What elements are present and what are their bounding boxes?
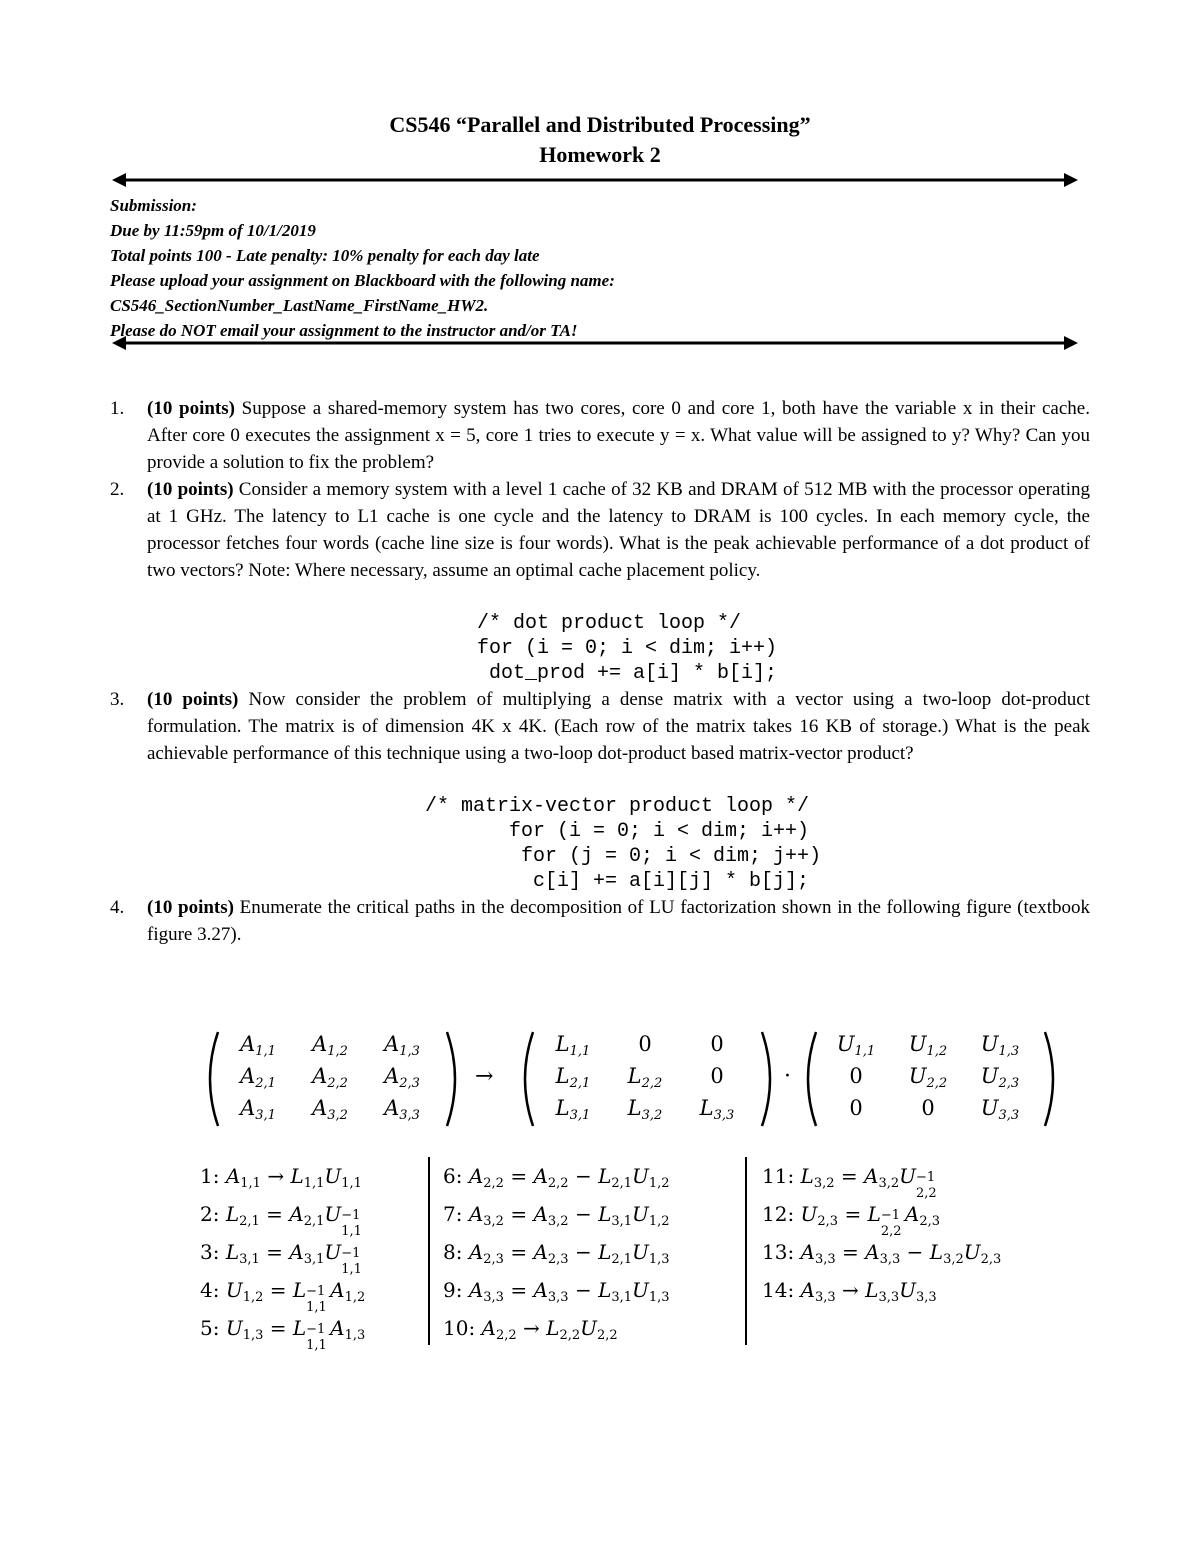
steps-column-3	[762, 1157, 1001, 1309]
arrow-symbol: →	[475, 1064, 494, 1089]
matrix-cell: 0	[710, 1032, 724, 1056]
upload-instructions: Please upload your assignment on Blackboard with the following name:	[110, 271, 615, 290]
question-number: 2.	[110, 479, 125, 500]
matrix-a-grid	[222, 1032, 438, 1128]
matrix-cell: $U_{1,1}$	[836, 1032, 876, 1059]
matrix-cell: $L_{3,1}$	[555, 1096, 591, 1123]
question-points: (10 points)	[147, 897, 234, 918]
code-line: c[i] += a[i][j] * b[j];	[425, 870, 810, 893]
matrix-cell: $A_{3,3}$	[384, 1096, 420, 1123]
matrix-cell: $A_{1,3}$	[384, 1032, 420, 1059]
question-text: Consider a memory system with a level 1 cache of 32 KB and DRAM of 512 MB with the processor operating at 1 GHz. The latency to L1 cache is one cycle and the latency to DRAM is 100 cycles. In each memory cycle, the processor fetches four words (cache line size is four words). What is the peak achievable performance of a dot product of two vectors? Note: Where necessary, assume an optimal cache placement policy.	[147, 479, 1090, 581]
dot-symbol: ·	[784, 1064, 791, 1089]
matrix-cell: 0	[849, 1064, 863, 1088]
matrix-cell: $A_{2,1}$	[240, 1064, 276, 1091]
lu-step-9: 9: $A_{3,3} = A_{3,3} - L_{3,1}U_{1,3}$	[443, 1278, 670, 1305]
matrix-cell: $A_{3,1}$	[240, 1096, 276, 1123]
lu-step-10: 10: $A_{2,2} \to L_{2,2}U_{2,2}$	[443, 1316, 618, 1343]
lu-step-1: 1: $A_{1,1} \to L_{1,1}U_{1,1}$	[200, 1164, 362, 1191]
lu-step-2: 2: $L_{2,1} = A_{2,1}U$ −1 1,1	[200, 1202, 362, 1239]
lu-step-8: 8: $A_{2,3} = A_{2,3} - L_{2,1}U_{1,3}$	[443, 1240, 670, 1267]
column-divider	[745, 1157, 747, 1345]
question-list	[110, 395, 1090, 948]
due-date: Due by 11:59pm of 10/1/2019	[110, 221, 316, 240]
matrix-vector-code	[147, 794, 1090, 894]
matrix-cell: $L_{3,2}$	[627, 1096, 663, 1123]
left-paren	[515, 1030, 537, 1128]
lu-step-14: 14: $A_{3,3} \to L_{3,3}U_{3,3}$	[762, 1278, 937, 1305]
matrix-u	[798, 1030, 1063, 1128]
code-line: /* dot product loop */	[477, 612, 742, 635]
code-line: /* matrix-vector product loop */	[425, 795, 810, 818]
total-points: Total points 100 - Late penalty: 10% penalty for each day late	[110, 246, 540, 265]
code-line: for (j = 0; i < dim; j++)	[425, 845, 822, 868]
matrix-cell: $L_{1,1}$	[555, 1032, 591, 1059]
matrix-a	[200, 1030, 465, 1128]
question-text: Enumerate the critical paths in the decomposition of LU factorization shown in the following figure (textbook figure 3.27).	[147, 897, 1091, 945]
homework-subtitle: Homework 2	[539, 142, 661, 167]
left-paren	[200, 1030, 222, 1128]
matrix-cell: $L_{2,1}$	[555, 1064, 591, 1091]
matrix-cell: $A_{2,3}$	[384, 1064, 420, 1091]
matrix-cell: $U_{2,2}$	[908, 1064, 948, 1091]
right-paren	[758, 1030, 780, 1128]
lu-step-11: 11: $L_{3,2} = A_{3,2}U$ −1 2,2	[762, 1164, 937, 1201]
matrix-cell: 0	[849, 1096, 863, 1120]
question-number: 1.	[110, 398, 125, 419]
steps-column-1	[200, 1157, 366, 1353]
left-paren	[798, 1030, 820, 1128]
matrix-cell: 0	[710, 1064, 724, 1088]
column-divider	[428, 1157, 430, 1345]
submission-info	[110, 193, 1090, 343]
lu-step-5: 5: $U_{1,3} = L$ −1 1,1 $A_{1,3}$	[200, 1316, 366, 1353]
question-points: (10 points)	[147, 398, 235, 419]
question-2	[110, 476, 1090, 686]
lu-matrix-equation	[200, 1030, 1080, 1130]
code-line: for (i = 0; i < dim; i++)	[425, 820, 810, 843]
matrix-cell: $A_{2,2}$	[312, 1064, 348, 1091]
right-paren	[443, 1030, 465, 1128]
question-points: (10 points)	[147, 689, 239, 710]
code-line: dot_prod += a[i] * b[i];	[477, 662, 778, 685]
question-text: Now consider the problem of multiplying a dense matrix with a vector using a two-loop dot-product formulation. The matrix is of dimension 4K x 4K. (Each row of the matrix takes 16 KB of storage.) What is the peak achievable performance of this technique using a two-loop dot-product based matrix-vector product?	[147, 689, 1091, 764]
matrix-cell: $U_{1,3}$	[980, 1032, 1020, 1059]
matrix-l-grid	[537, 1032, 753, 1128]
email-warning: Please do NOT email your assignment to the instructor and/or TA!	[110, 321, 578, 340]
steps-column-2	[443, 1157, 670, 1347]
lu-step-3: 3: $L_{3,1} = A_{3,1}U$ −1 1,1	[200, 1240, 362, 1277]
question-4	[110, 894, 1090, 948]
bottom-divider-arrow	[112, 334, 1078, 352]
question-text: Suppose a shared-memory system has two cores, core 0 and core 1, both have the variable x in their cache. After core 0 executes the assignment x = 5, core 1 tries to execute y = x. What value will be assigned to y? Why? Can you provide a solution to fix the problem?	[147, 398, 1090, 473]
matrix-cell: $A_{3,2}$	[312, 1096, 348, 1123]
homework-title: CS546 “Parallel and Distributed Processing”	[389, 112, 811, 137]
code-line: for (i = 0; i < dim; i++)	[477, 637, 778, 660]
right-paren	[1041, 1030, 1063, 1128]
lu-step-12: 12: $U_{2,3} = L$ −1 2,2 $A_{2,3}$	[762, 1202, 940, 1239]
question-3	[110, 686, 1090, 894]
matrix-cell: $L_{2,2}$	[627, 1064, 663, 1091]
submission-heading: Submission:	[110, 196, 197, 215]
matrix-cell: $U_{2,3}$	[980, 1064, 1020, 1091]
matrix-cell: 0	[638, 1032, 652, 1056]
page-title	[0, 110, 1200, 170]
matrix-l	[515, 1030, 780, 1128]
file-name-format: CS546_SectionNumber_LastName_FirstName_HW2.	[110, 296, 489, 315]
dot-product-code	[147, 611, 1090, 686]
question-number: 3.	[110, 689, 125, 710]
lu-step-7: 7: $A_{3,2} = A_{3,2} - L_{3,1}U_{1,2}$	[443, 1202, 670, 1229]
matrix-cell: $L_{3,3}$	[699, 1096, 735, 1123]
matrix-cell: $U_{3,3}$	[980, 1096, 1020, 1123]
question-points: (10 points)	[147, 479, 234, 500]
lu-factorization-figure	[200, 1030, 1080, 1360]
lu-step-6: 6: $A_{2,2} = A_{2,2} - L_{2,1}U_{1,2}$	[443, 1164, 670, 1191]
question-1	[110, 395, 1090, 476]
matrix-cell: $U_{1,2}$	[908, 1032, 948, 1059]
matrix-cell: $A_{1,2}$	[312, 1032, 348, 1059]
question-number: 4.	[110, 897, 125, 918]
lu-step-4: 4: $U_{1,2} = L$ −1 1,1 $A_{1,2}$	[200, 1278, 366, 1315]
lu-step-13: 13: $A_{3,3} = A_{3,3} - L_{3,2}U_{2,3}$	[762, 1240, 1002, 1267]
top-divider-arrow	[112, 171, 1078, 189]
matrix-cell: $A_{1,1}$	[240, 1032, 276, 1059]
matrix-cell: 0	[921, 1096, 935, 1120]
matrix-u-grid	[820, 1032, 1036, 1128]
